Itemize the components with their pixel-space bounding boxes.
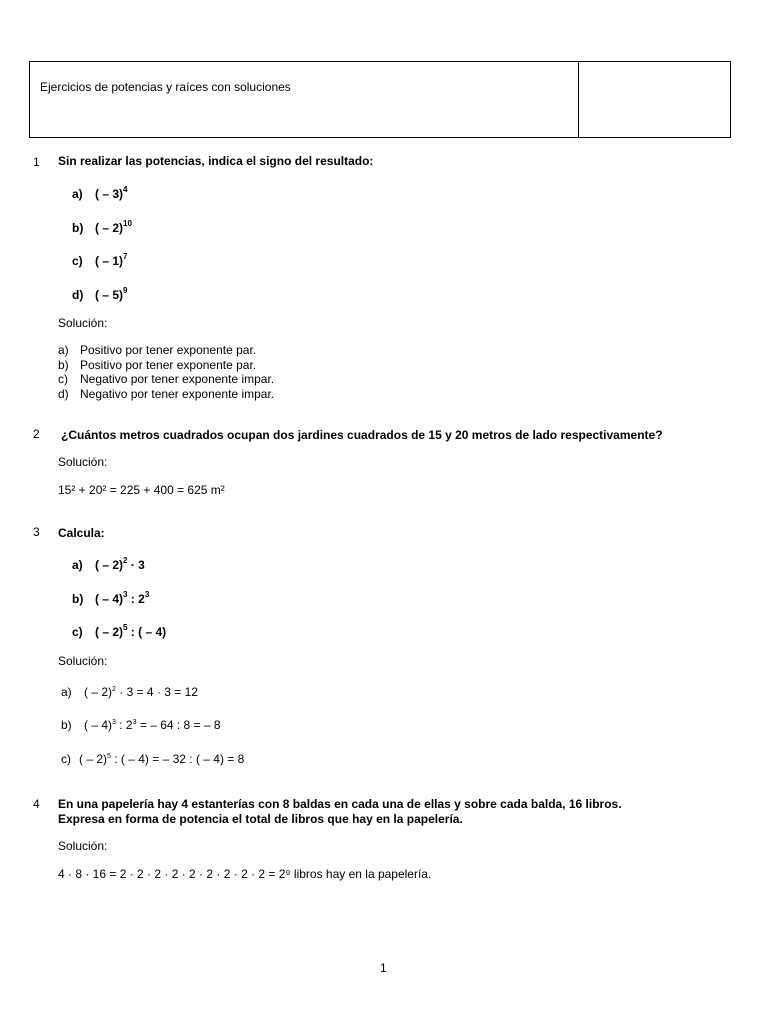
q1-solution-label: Solución: (58, 316, 108, 330)
header-divider (578, 62, 579, 137)
q3-step-a: a) ( – 2)$^2$ · 3 = 4 · 3 = 12 (61, 685, 198, 699)
document-title: Ejercicios de potencias y raíces con soluciones (40, 80, 291, 94)
question-4-text: En una papelería hay 4 estanterías con 8 baldas en cada una de ellas y sobre cada balda, 16 libros. Expresa en forma de potencia el total de libros que hay en la papelería. (58, 797, 622, 826)
question-2-number: 2 (33, 427, 40, 441)
q4-solution-label: Solución: (58, 839, 108, 853)
q1-solution-c: c) Negativo por tener exponente impar. (58, 372, 275, 386)
q2-solution: 15² + 20² = 225 + 400 = 625 m² (58, 483, 225, 497)
q3-item-a: a) ( – 2)$^2$ · 3 (72, 556, 145, 572)
q1-solution-list (58, 343, 274, 401)
header-box (29, 61, 731, 138)
question-2-text: ¿Cuántos metros cuadrados ocupan dos jardines cuadrados de 15 y 20 metros de lado respectivamente? (61, 428, 663, 442)
q1-item-d: d) ( – 5)$^9$ (72, 286, 128, 302)
q3-item-c: c) ( – 2)$^5$ : ( – 4) (72, 623, 167, 639)
question-1-number: 1 (33, 155, 40, 169)
q1-solution-b: b) Positivo por tener exponente par. (58, 357, 257, 372)
q3-step-b: b) ( – 4)$^3$ : $2^3$ = – 64 : 8 = – 8 (61, 718, 221, 732)
question-3-number: 3 (33, 525, 40, 539)
question-1-text: Sin realizar las potencias, indica el signo del resultado: (58, 154, 374, 168)
page-number: 1 (380, 961, 387, 975)
q3-item-b: b) ( – 4)$^3$ : $2^3$ (72, 590, 150, 606)
q3-solution-label: Solución: (58, 654, 108, 668)
question-4-number: 4 (33, 797, 40, 811)
question-3-text: Calcula: (58, 526, 105, 540)
q1-solution-a: a) Positivo por tener exponente par. (58, 343, 257, 357)
q1-item-b: b) ( – 2)$^{10}$ (72, 219, 132, 235)
q4-solution: 4 · 8 · 16 = 2 · 2 · 2 · 2 · 2 · 2 · 2 · 2 · 2 = 2⁹ libros hay en la papelería. (58, 867, 432, 881)
q2-solution-label: Solución: (58, 455, 108, 469)
q3-step-c: c) ( – 2)$^5$ : ( – 4) = – 32 : ( – 4) = 8 (61, 752, 245, 766)
q1-item-c: c) ( – 1)$^7$ (72, 252, 128, 268)
q1-solution-d: d) Negativo por tener exponente impar. (58, 386, 275, 401)
q1-item-a: a) ( – 3)$^4$ (72, 185, 128, 201)
